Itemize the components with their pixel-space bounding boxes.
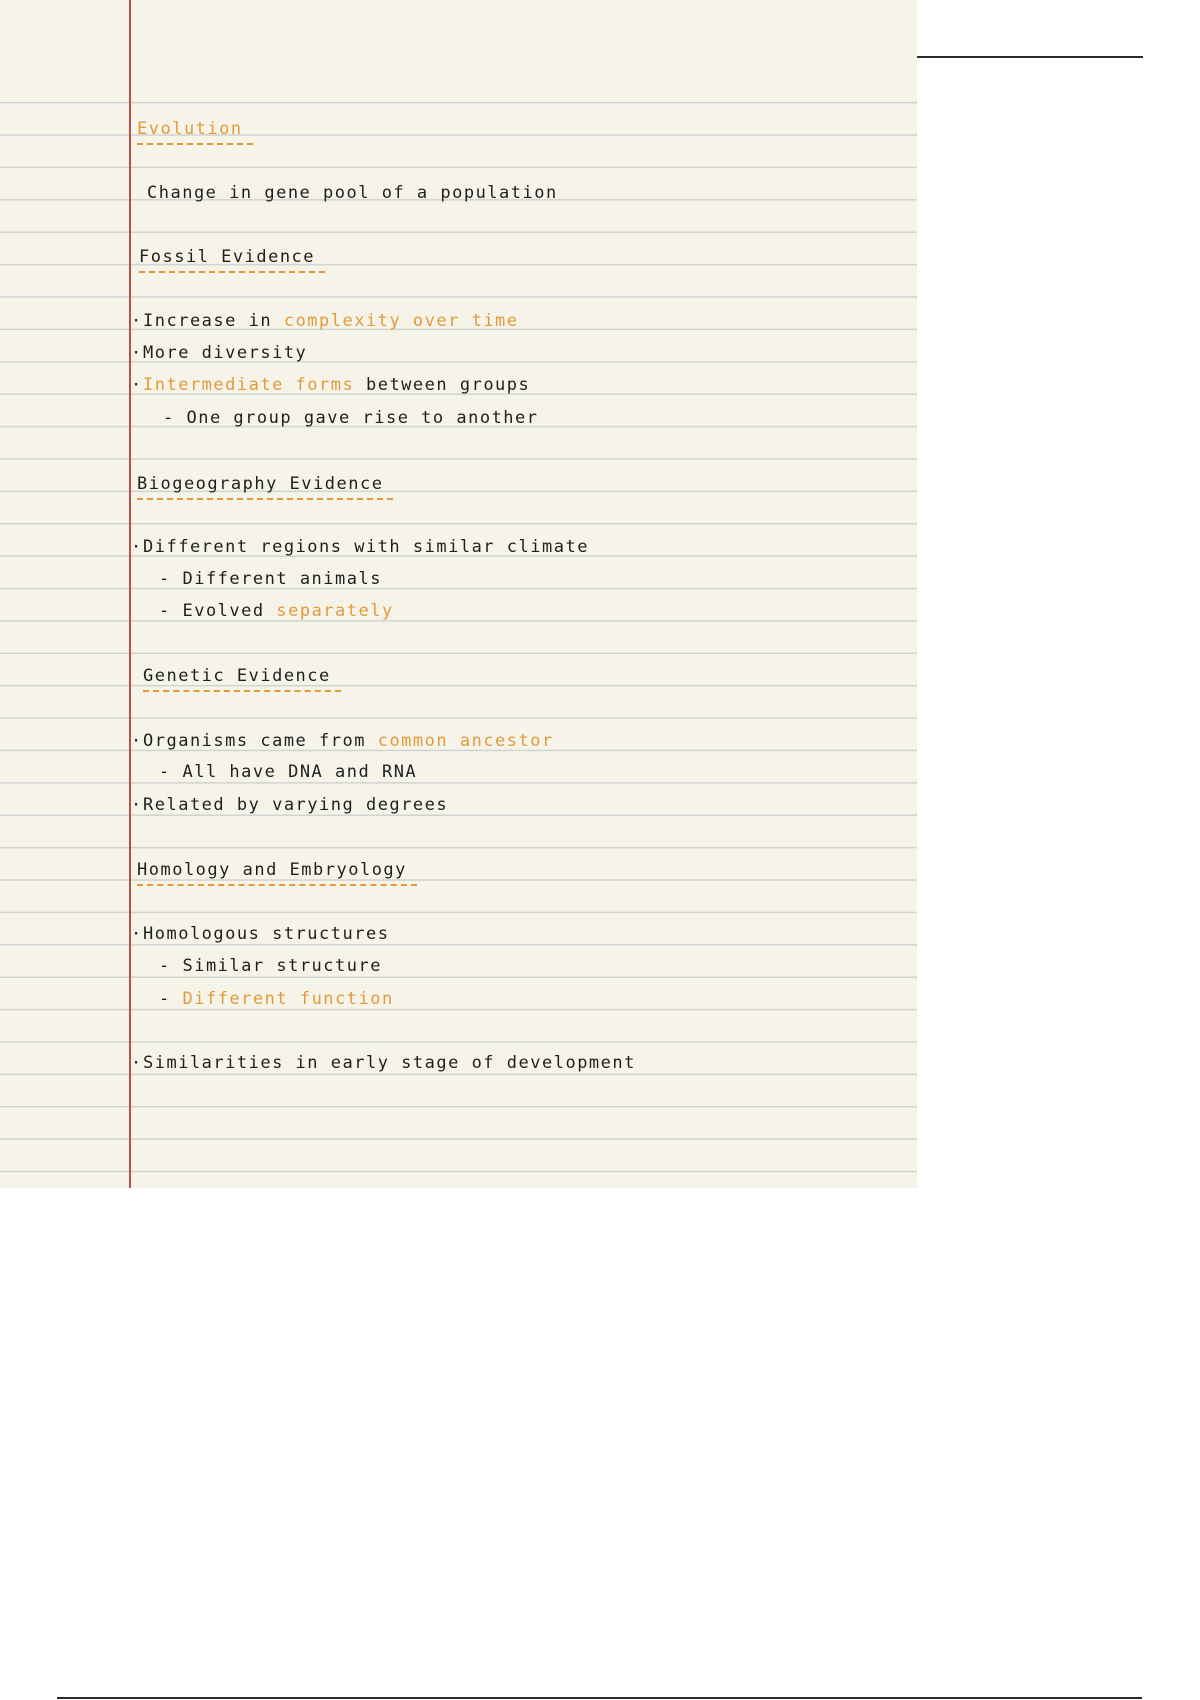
footer-rule — [57, 1697, 1142, 1699]
note-subline: - Different function — [159, 989, 394, 1009]
note-line: ·Homologous structures — [131, 924, 390, 944]
note-line: ·Increase in complexity over time — [131, 311, 519, 331]
margin-line — [129, 0, 131, 1188]
note-subline: - Similar structure — [159, 956, 382, 976]
section-heading: Biogeography Evidence — [137, 474, 383, 494]
note-subline: - Evolved separately — [159, 601, 394, 621]
note-subline: - Different animals — [159, 569, 382, 589]
note-line: ·Similarities in early stage of development — [131, 1053, 636, 1073]
note-line: ·Organisms came from common ancestor — [131, 731, 554, 751]
header-rule — [917, 56, 1143, 58]
note-line: ·More diversity — [131, 343, 308, 363]
note-line: ·Different regions with similar climate — [131, 537, 589, 557]
section-heading: Genetic Evidence — [143, 666, 331, 686]
definition-line: Change in gene pool of a population — [147, 183, 558, 203]
notes-title: Evolution — [137, 119, 243, 139]
section-heading: Fossil Evidence — [139, 247, 315, 267]
section-heading: Homology and Embryology — [137, 860, 407, 880]
page-top-blank — [0, 0, 917, 100]
note-line: ·Related by varying degrees — [131, 795, 449, 815]
note-subline: - All have DNA and RNA — [159, 762, 418, 782]
note-line: ·Intermediate forms between groups — [131, 375, 531, 395]
note-subline: - One group gave rise to another — [163, 408, 539, 428]
